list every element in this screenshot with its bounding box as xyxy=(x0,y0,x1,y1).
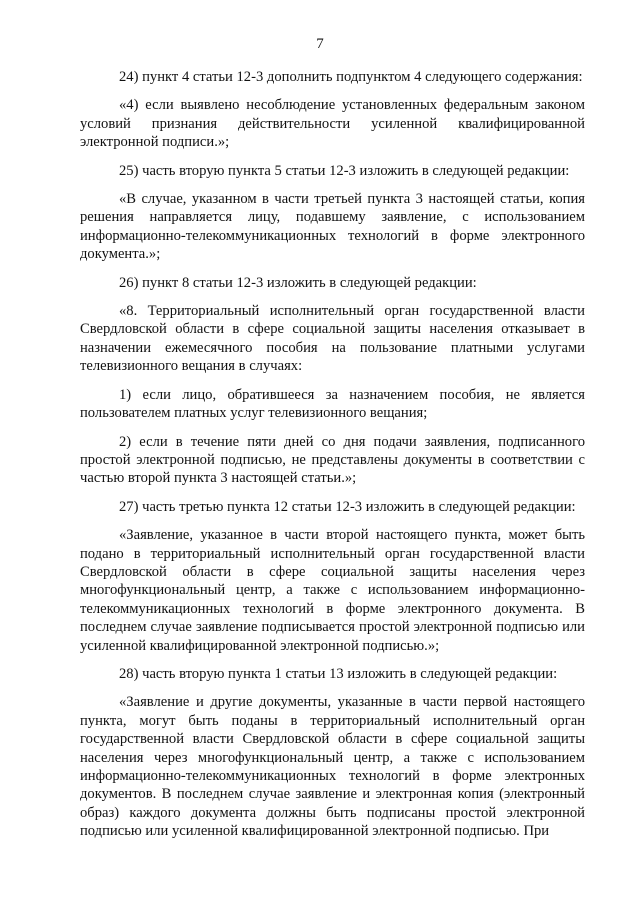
paragraph-subitem-4-text: «4) если выявлено несоблюдение установленных федеральным законом условий признания действительности усиленной квалифицированной электронной подписи.»; xyxy=(80,97,585,151)
page-number: 7 xyxy=(316,36,324,52)
paragraph-item-28: 28) часть вторую пункта 1 статьи 13 изложить в следующей редакции: xyxy=(119,665,558,682)
document-body xyxy=(80,68,585,851)
paragraph-item-25-text: «В случае, указанном в части третьей пункта 3 настоящей статьи, копия решения направляется лицу, подавшему заявление, с использованием информационно-телекоммуникационных технологий в форме электронного документа.»; xyxy=(80,191,585,263)
paragraph-case-1: 1) если лицо, обратившееся за назначением пособия, не является пользователем платных услуг телевизионного вещания; xyxy=(80,386,585,422)
paragraph-item-28-text: «Заявление и другие документы, указанные в части первой настоящего пункта, могут быть поданы в территориальный исполнительный орган государственной власти Свердловской области в сфере социальной защиты населения через многофункциональный центр, а также с использованием информационно-телекоммуникационных технологий в форме электронных документов. В последнем случае заявление и электронная копия (электронный образ) каждого документа должны быть подписаны простой электронной подписью или усиленной квалифицированной электронной подписью. При xyxy=(80,694,585,840)
paragraph-item-24: 24) пункт 4 статьи 12-3 дополнить подпунктом 4 следующего содержания: xyxy=(119,69,583,85)
paragraph-item-27: 27) часть третью пункта 12 статьи 12-3 изложить в следующей редакции: xyxy=(119,498,576,515)
paragraph-item-25: 25) часть вторую пункта 5 статьи 12-3 изложить в следующей редакции: xyxy=(119,162,570,179)
paragraph-item-26-text: «8. Территориальный исполнительный орган государственной власти Свердловской области в сфере социальной защиты населения отказывает в назначении ежемесячного пособия на пользование платными услугами телевизионного вещания в случаях: xyxy=(80,303,585,375)
paragraph-item-27-text: «Заявление, указанное в части второй настоящего пункта, может быть подано в территориальный исполнительный орган государственной власти Свердловской области в сфере социальной защиты населения через многофункциональный центр, а также с использованием информационно-телекоммуникационных технологий в форме электронного документа. В последнем случае заявление подписывается простой электронной подписью или усиленной квалифицированной электронной подписью.»; xyxy=(80,527,585,654)
paragraph-case-2: 2) если в течение пяти дней со дня подачи заявления, подписанного простой электронной подписью, не представлены документы в соответствии с частью второй пункта 3 настоящей статьи.»; xyxy=(80,433,585,487)
paragraph-item-26: 26) пункт 8 статьи 12-3 изложить в следующей редакции: xyxy=(119,274,477,291)
